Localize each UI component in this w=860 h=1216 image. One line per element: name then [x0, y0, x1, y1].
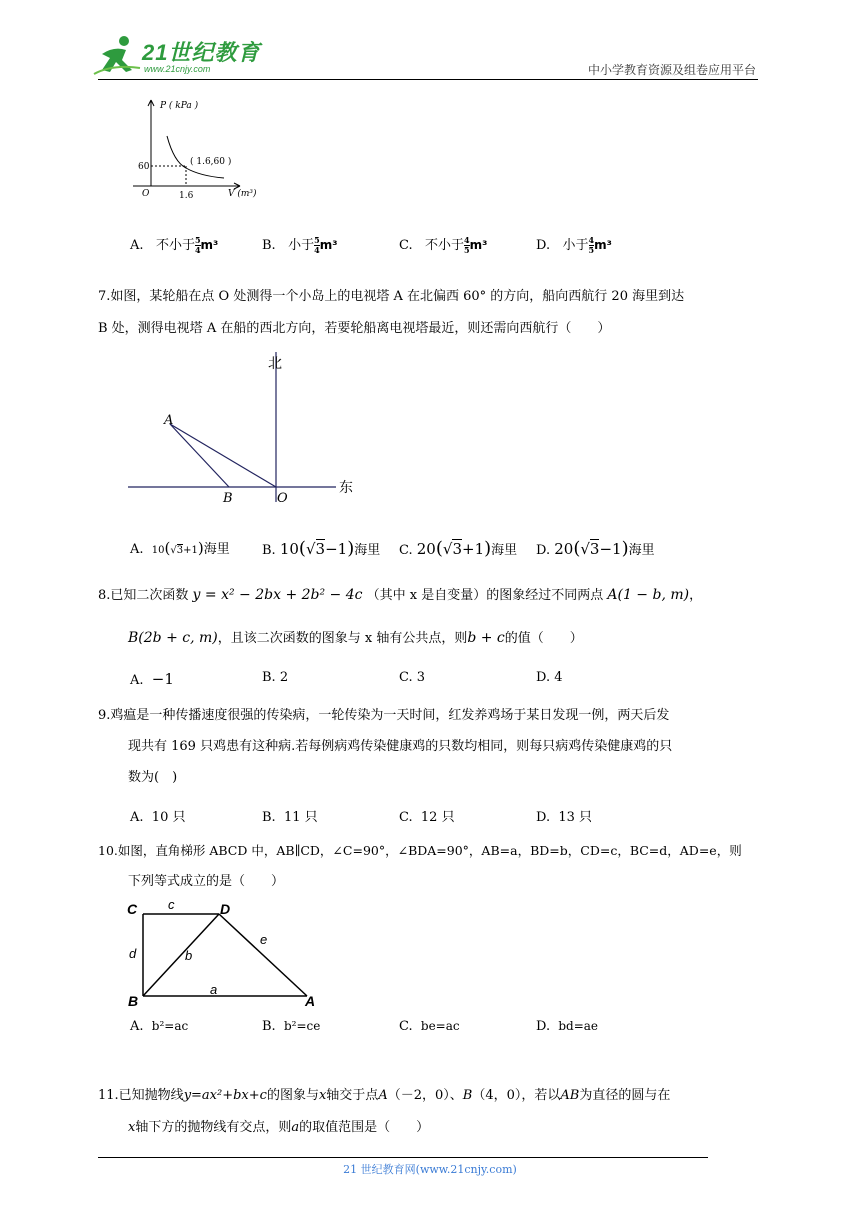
q10-option-c[interactable]: C. be=ac — [399, 1019, 460, 1034]
q8-line-2: B(2b + c, m)，且该二次函数的图象与 x 轴有公共点，则b + c的值（ ） — [128, 630, 583, 646]
x-tick-label: 1.6 — [179, 191, 194, 201]
ship-direction-figure — [126, 352, 362, 510]
fraction: $\frac{4}{5}$ — [588, 235, 595, 255]
point-b-label: B — [223, 491, 233, 506]
q7-option-d[interactable]: D. 20(√3−1)海里 — [536, 538, 655, 559]
q9-line-3: 数为( ) — [128, 770, 178, 785]
fraction: $\frac{5}{4}$ — [194, 235, 201, 255]
q7-line-1: 7.如图，某轮船在点 O 处测得一个小岛上的电视塔 A 在北偏西 60° 的方向，船向西航行 20 海里到达 — [98, 289, 685, 304]
point-a-label: A — [164, 413, 174, 428]
q8-line-1: 8.已知二次函数 y = x² − 2bx + 2b² − 4c （其中 x 是自变量）的图象经过不同两点 A(1 − b, m)， — [98, 587, 703, 603]
q10-option-b[interactable]: B. b²=ce — [262, 1019, 321, 1034]
side-c-label: c — [168, 897, 175, 912]
q6-option-c[interactable]: C. 不小于 $\frac{4}{5}$ m³ — [399, 235, 488, 255]
footer-text: 21 世纪教育网(www.21cnjy.com) — [343, 1163, 517, 1176]
side-a-label: a — [210, 982, 218, 997]
q7-line-2: B 处，测得电视塔 A 在船的西北方向，若要轮船离电视塔最近，则还需向西航行（ ） — [98, 321, 611, 336]
pressure-volume-graph — [128, 96, 278, 204]
q7-option-a[interactable]: A. 10(√3+1)海里 — [130, 539, 230, 557]
q10-option-a[interactable]: A. b²=ac — [130, 1019, 189, 1034]
q8-function: y = x² − 2bx + 2b² − 4c — [192, 587, 363, 603]
origin-label: O — [142, 189, 150, 199]
q8-point-a: A(1 − b, m) — [607, 587, 690, 603]
header-logo — [92, 34, 262, 78]
sqrt-symbol: √3 — [580, 540, 600, 558]
vertex-a-label: A — [305, 993, 316, 1009]
north-label: 北 — [268, 356, 282, 372]
footer-rule — [98, 1157, 708, 1158]
vertex-b-label: B — [128, 993, 139, 1009]
q8-option-c[interactable]: C. 3 — [399, 670, 426, 685]
point-label: ( 1.6,60 ) — [190, 157, 232, 167]
east-label: 东 — [339, 480, 353, 496]
sqrt-symbol: √3 — [305, 540, 326, 558]
q7-option-c[interactable]: C. 20(√3+1)海里 — [399, 538, 518, 559]
header-rule — [98, 79, 758, 80]
q6-option-b[interactable]: B. 小于 $\frac{5}{4}$ m³ — [262, 235, 338, 255]
q9-line-2: 现共有 169 只鸡患有这种病.若每例病鸡传染健康鸡的只数均相同，则每只病鸡传染健康鸡的只 — [128, 739, 673, 754]
q7-option-b[interactable]: B. 10(√3−1)海里 — [262, 538, 381, 559]
q10-line-1: 10.如图，直角梯形 ABCD 中，AB∥CD，∠C=90°，∠BDA=90°，AB=a，BD=b，CD=c，BC=d，AD=e，则 — [98, 843, 742, 858]
q9-option-c[interactable]: C. 12 只 — [399, 810, 455, 825]
q9-option-a[interactable]: A. 10 只 — [130, 810, 186, 825]
trapezoid-figure — [124, 896, 324, 1010]
q9-option-d[interactable]: D. 13 只 — [536, 810, 593, 825]
vertex-d-label: D — [220, 901, 231, 917]
q11-line-2: x轴下方的抛物线有交点，则a的取值范围是（ ） — [128, 1120, 430, 1135]
y-axis-label: P ( kPa ) — [160, 101, 199, 111]
q9-line-1: 9.鸡瘟是一种传播速度很强的传染病，一轮传染为一天时间，红发养鸡场于某日发现一例，两天后发 — [98, 708, 670, 723]
sqrt-symbol: √3 — [442, 540, 462, 558]
vertex-c-label: C — [127, 901, 138, 917]
x-axis-label: V (m³) — [228, 189, 257, 199]
side-e-label: e — [260, 932, 268, 947]
fraction: $\frac{4}{5}$ — [464, 235, 470, 255]
point-o-label: O — [277, 491, 288, 506]
runner-logo-icon — [92, 34, 142, 78]
logo-text: 21世纪教育 — [142, 40, 261, 65]
logo-url: www.21cnjy.com — [144, 64, 211, 74]
q8-point-b: B(2b + c, m) — [128, 630, 218, 646]
fraction: $\frac{5}{4}$ — [314, 235, 320, 255]
q6-option-a[interactable]: A. 不小于 $\frac{5}{4}$ m³ — [130, 235, 219, 255]
q8-option-d[interactable]: D. 4 — [536, 670, 563, 685]
y-tick-label: 60 — [138, 162, 150, 172]
q9-option-b[interactable]: B. 11 只 — [262, 810, 318, 825]
side-d-label: d — [129, 946, 137, 961]
q8-option-b[interactable]: B. 2 — [262, 670, 289, 685]
q11-line-1: 11.已知抛物线y=ax²+bx+c的图象与x轴交于点A（－2，0）、B（4，0），若以AB为直径的圆与在 — [98, 1088, 671, 1103]
side-b-label: b — [185, 948, 193, 963]
q10-option-d[interactable]: D. bd=ae — [536, 1019, 599, 1034]
platform-name: 中小学教育资源及组卷应用平台 — [587, 63, 756, 77]
sqrt-symbol: √3 — [170, 545, 184, 556]
q8-option-a[interactable]: A. −1 — [130, 670, 174, 688]
q6-option-d[interactable]: D. 小于 $\frac{4}{5}$ m³ — [536, 235, 612, 255]
q10-line-2: 下列等式成立的是（ ） — [128, 874, 285, 889]
